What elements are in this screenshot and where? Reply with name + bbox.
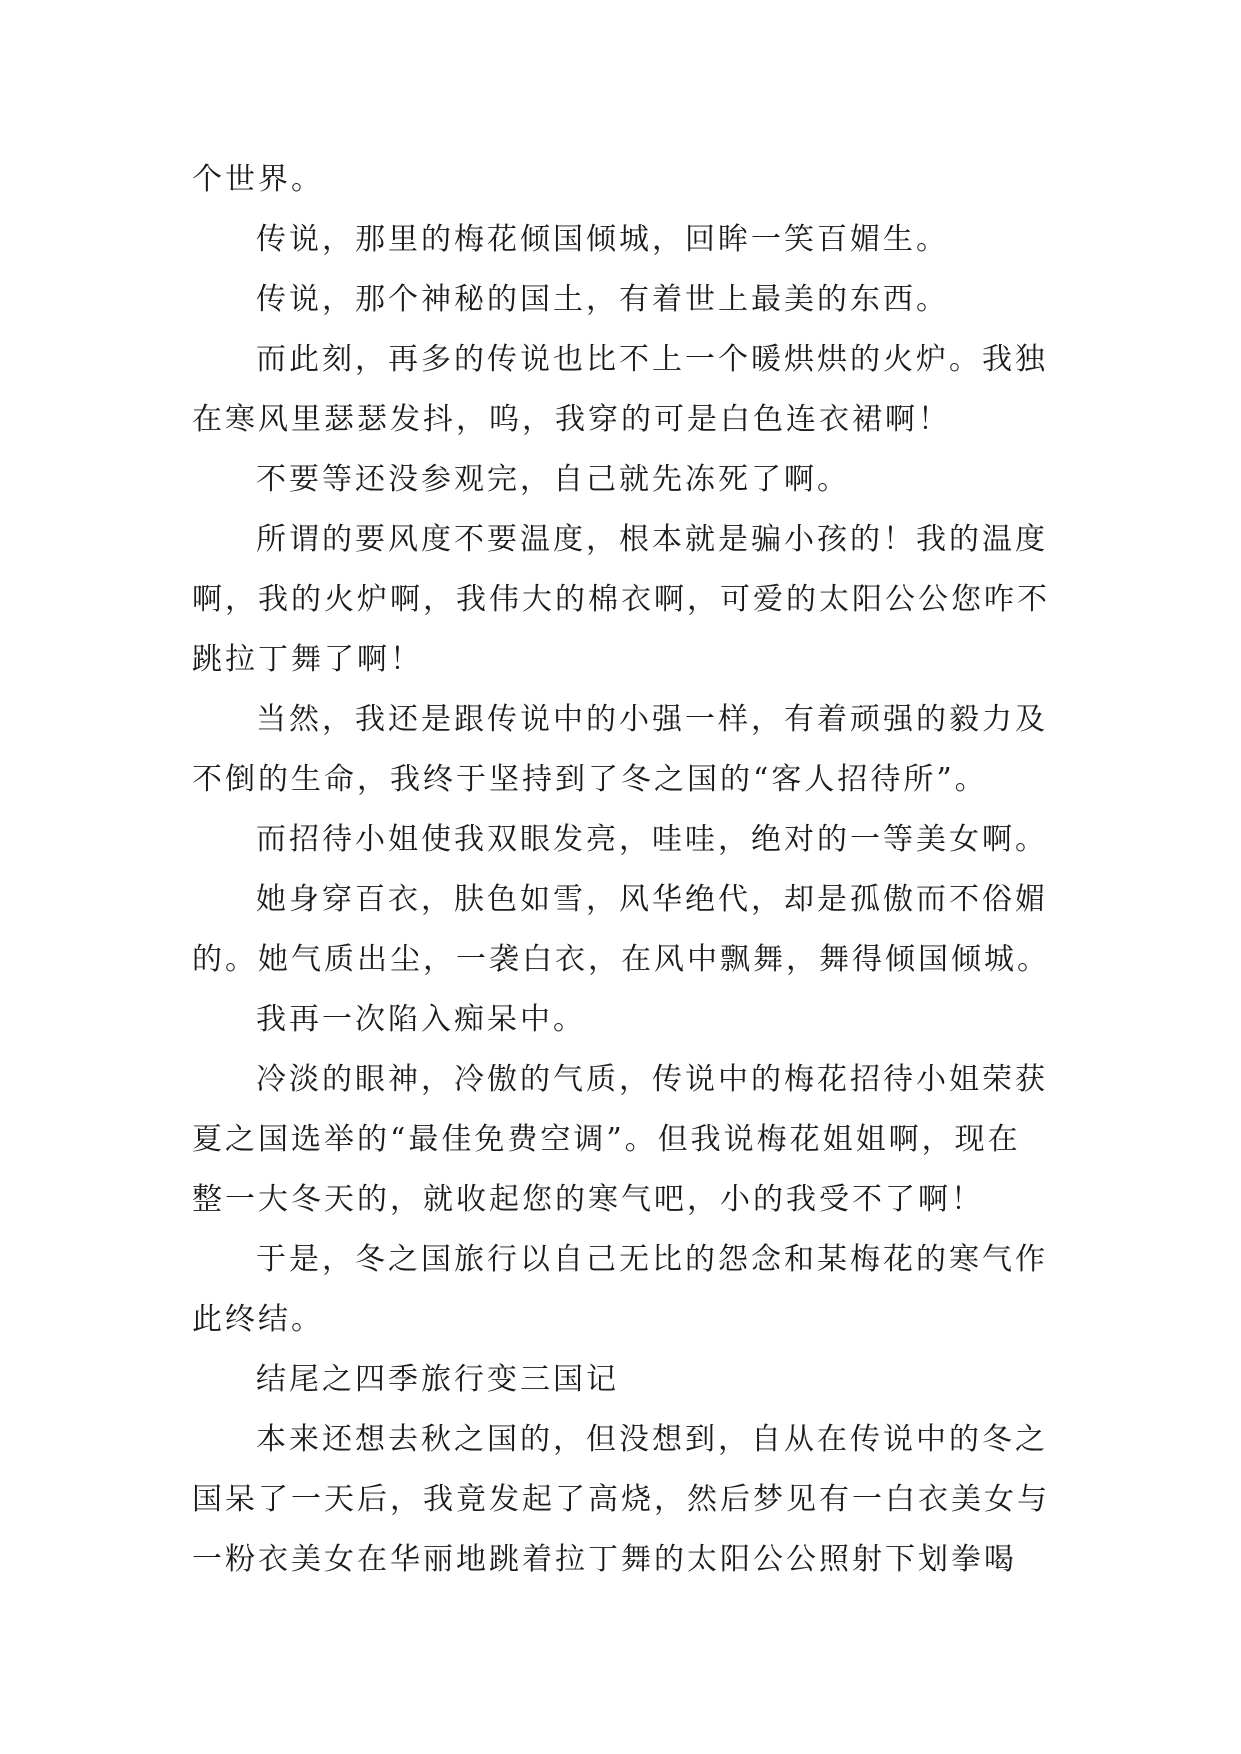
text-line: 冷淡的眼神，冷傲的气质，传说中的梅花招待小姐荣获 [256, 1062, 1048, 1097]
text-line: 在寒风里瑟瑟发抖，呜，我穿的可是白色连衣裙啊！ [192, 402, 951, 437]
text-line: 国呆了一天后，我竟发起了高烧，然后梦见有一白衣美女与 [192, 1482, 1050, 1517]
text-line: 一粉衣美女在华丽地跳着拉丁舞的太阳公公照射下划拳喝 [192, 1542, 1017, 1577]
text-line: 夏之国选举的“最佳免费空调”。但我说梅花姐姐啊，现在 [192, 1122, 1021, 1157]
text-line: 而此刻，再多的传说也比不上一个暖烘烘的火炉。我独 [256, 342, 1048, 377]
text-line: 当然，我还是跟传说中的小强一样，有着顽强的毅力及 [256, 702, 1048, 737]
text-line: 而招待小姐使我双眼发亮，哇哇，绝对的一等美女啊。 [256, 822, 1048, 857]
text-line: 的。她气质出尘，一袭白衣，在风中飘舞，舞得倾国倾城。 [192, 942, 1050, 977]
text-line: 传说，那里的梅花倾国倾城，回眸一笑百媚生。 [256, 222, 949, 257]
text-line: 个世界。 [192, 162, 324, 197]
text-line: 传说，那个神秘的国土，有着世上最美的东西。 [256, 282, 949, 317]
text-line: 整一大冬天的，就收起您的寒气吧，小的我受不了啊！ [192, 1182, 984, 1217]
text-line: 此终结。 [192, 1302, 324, 1337]
text-line: 跳拉丁舞了啊！ [192, 642, 423, 677]
text-line: 她身穿百衣，肤色如雪，风华绝代，却是孤傲而不俗媚 [256, 882, 1048, 917]
text-line: 啊，我的火炉啊，我伟大的棉衣啊，可爱的太阳公公您咋不 [192, 582, 1050, 617]
text-line: 本来还想去秋之国的，但没想到，自从在传说中的冬之 [256, 1422, 1048, 1457]
text-line: 不要等还没参观完，自己就先冻死了啊。 [256, 462, 850, 497]
text-line: 所谓的要风度不要温度，根本就是骗小孩的！我的温度 [256, 522, 1048, 557]
document-page [192, 150, 1052, 1590]
section-heading: 结尾之四季旅行变三国记 [256, 1362, 619, 1397]
text-line: 于是，冬之国旅行以自己无比的怨念和某梅花的寒气作 [256, 1242, 1048, 1277]
text-line: 我再一次陷入痴呆中。 [256, 1002, 586, 1037]
text-line: 不倒的生命，我终于坚持到了冬之国的“客人招待所”。 [192, 762, 988, 797]
